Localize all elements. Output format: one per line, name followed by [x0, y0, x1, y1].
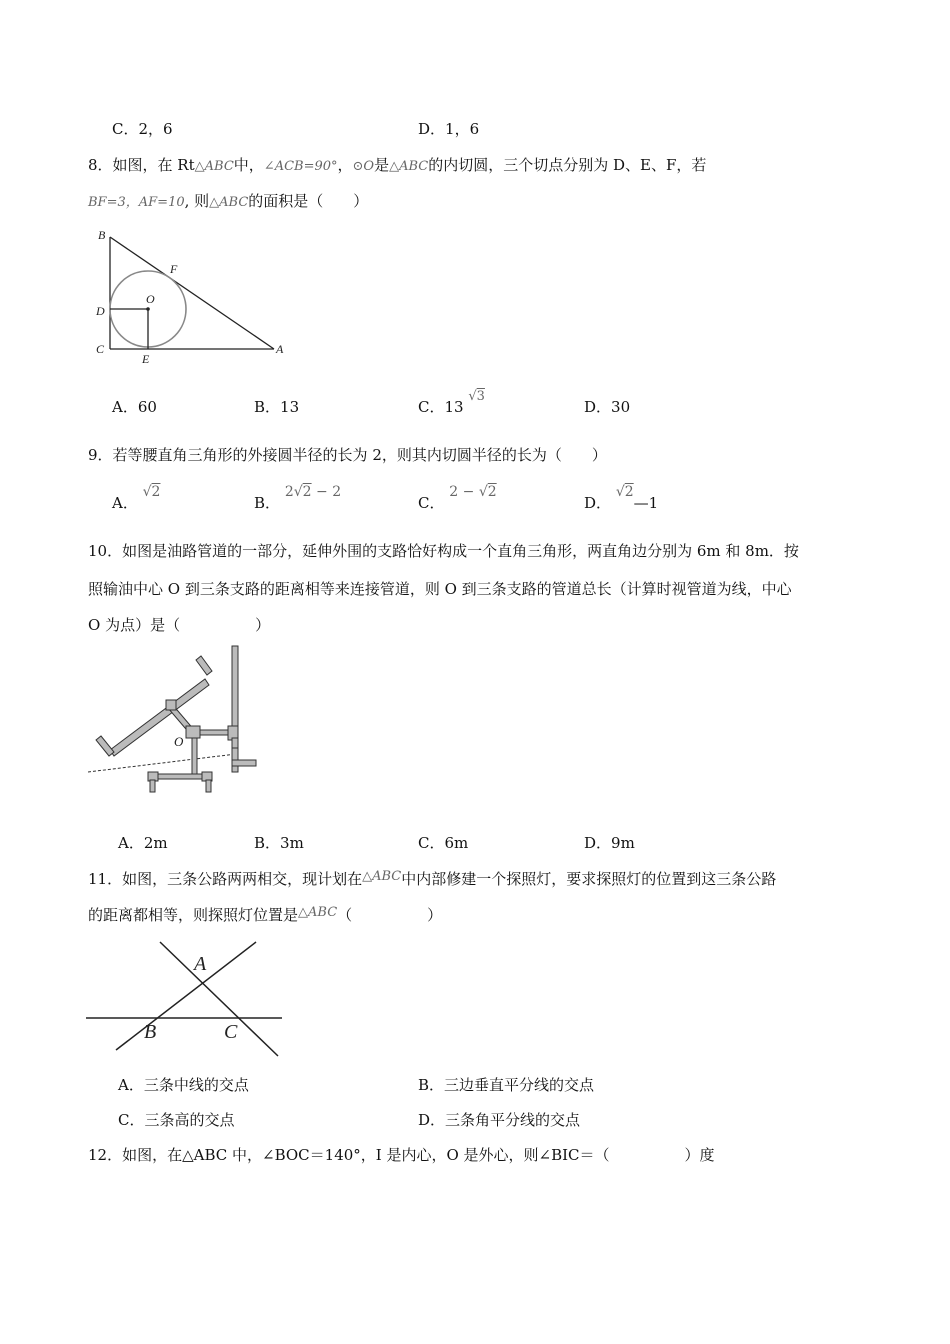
q11-text-part: 中内部修建一个探照灯，要求探照灯的位置到这三条公路: [401, 870, 777, 888]
q9-option-c-label: C．: [418, 494, 445, 512]
q8-af: AF=10: [138, 195, 185, 210]
q8-text-part: 是: [374, 156, 390, 174]
q11-triangle-1: △ABC: [362, 869, 402, 884]
q11-option-a: A．三条中线的交点: [118, 1076, 249, 1094]
q10-option-c: C．6m: [418, 834, 469, 852]
q8-circle: ⊙O: [352, 159, 375, 174]
q11-text-part: 的距离都相等，则探照灯位置是: [88, 906, 299, 924]
q8-text-part: 的面积是（ ）: [248, 192, 369, 210]
q9-text: 9．若等腰直角三角形的外接圆半径的长为 2，则其内切圆半径的长为（ ）: [88, 446, 607, 464]
q11-text-part: 11．如图，三条公路两两相交，现计划在: [88, 870, 363, 888]
q11-option-c: C．三条高的交点: [118, 1111, 235, 1129]
q8-option-b: B．13: [254, 398, 300, 416]
q8-option-c: [418, 389, 485, 417]
q9-option-a-radicand: 2: [151, 484, 161, 500]
q8-triangle-1: △ABC: [194, 159, 234, 174]
q8-text-part: ，: [337, 156, 353, 174]
q9-option-a: [112, 484, 161, 513]
q10-option-b: B．3m: [254, 834, 304, 852]
q8-option-c-radicand: 3: [476, 389, 485, 404]
q11-line2: [88, 904, 442, 925]
q8-option-c-label: C．13: [418, 398, 464, 416]
q8-label-a: A: [276, 342, 284, 356]
q7-option-d: D．1，6: [418, 120, 480, 138]
q9-option-d-tail: —1: [633, 494, 659, 512]
q12-text: 12．如图，在△ABC 中，∠BOC＝140°，I 是内心，O 是外心，则∠BIC＝（ ）度: [88, 1146, 715, 1164]
q10-option-d: D．9m: [584, 834, 635, 852]
q8-comma: ，: [125, 195, 139, 210]
q10-line3: O 为点）是（ ）: [88, 616, 271, 634]
q11-label-a: A: [194, 953, 207, 975]
q10-option-a: A．2m: [118, 834, 168, 852]
q8-label-b: B: [98, 228, 106, 242]
q10-line1: 10．如图是油路管道的一部分，延伸外围的支路恰好构成一个直角三角形，两直角边分别为 6m 和 8m．按: [88, 542, 799, 560]
q11-triangle-2: △ABC: [298, 905, 338, 920]
q8-label-o: O: [146, 292, 155, 306]
q8-line1: [88, 154, 706, 175]
q8-option-c-sqrt: √3: [468, 389, 485, 404]
q11-option-d: D．三条角平分线的交点: [418, 1111, 581, 1129]
q9-option-c-radicand: 2: [487, 484, 497, 500]
q8-option-d: D．30: [584, 398, 631, 416]
q10-figure-pipes: [88, 642, 268, 798]
q7-option-c: C．2，6: [112, 120, 173, 138]
q8-label-f: F: [170, 262, 178, 276]
q10-label-o: O: [174, 734, 184, 749]
q8-text-part: 的内切圆，三个切点分别为 D、E、F，若: [428, 156, 707, 174]
q9-option-c: [418, 484, 497, 513]
q11-text-part: （ ）: [337, 906, 443, 924]
q9-option-b-radicand: 2: [302, 484, 312, 500]
q8-angle: ∠ACB=90°: [263, 159, 338, 174]
q8-label-e: E: [142, 352, 150, 366]
q11-figure-roads: [86, 938, 286, 1060]
q8-label-d: D: [96, 304, 105, 318]
q11-line1: [88, 868, 776, 889]
q9-option-b-label: B．: [254, 494, 281, 512]
q9-option-d: [584, 484, 659, 513]
q9-option-d-radicand: 2: [624, 484, 634, 500]
q8-bf: BF=3: [88, 195, 126, 210]
q9-option-b-expr: 2√2 − 2: [284, 484, 342, 500]
q8-text-part: 中，: [233, 156, 264, 174]
q9-option-c-head: 2 −: [449, 484, 479, 500]
q9-option-d-label: D．: [584, 494, 612, 512]
q9-option-b: [254, 484, 342, 513]
q9-option-c-expr: 2 − √2: [449, 484, 497, 500]
q10-line2: 照输油中心 O 到三条支路的距离相等来连接管道，则 O 到三条支路的管道总长（计算时视管道为线，中心: [88, 580, 792, 598]
q8-figure-incircle: [90, 225, 300, 370]
q8-label-c: C: [96, 342, 105, 356]
q11-label-c: C: [224, 1021, 238, 1043]
q8-triangle-2: △ABC: [389, 159, 429, 174]
q11-option-b: B．三边垂直平分线的交点: [418, 1076, 595, 1094]
q8-option-a: A．60: [112, 398, 157, 416]
q9-option-b-coef: 2: [284, 484, 294, 500]
q9-option-b-tail: − 2: [311, 484, 342, 500]
q8-line2: [88, 190, 368, 211]
q8-text-part: 8．如图，在 Rt: [88, 156, 195, 174]
q11-label-b: B: [144, 1021, 157, 1043]
q8-text-part: , 则: [184, 192, 210, 210]
q9-option-a-label: A．: [112, 494, 138, 512]
q9-option-d-sqrt: √2: [615, 484, 634, 500]
q9-option-a-sqrt: √2: [142, 484, 161, 500]
q8-triangle-3: △ABC: [209, 195, 249, 210]
